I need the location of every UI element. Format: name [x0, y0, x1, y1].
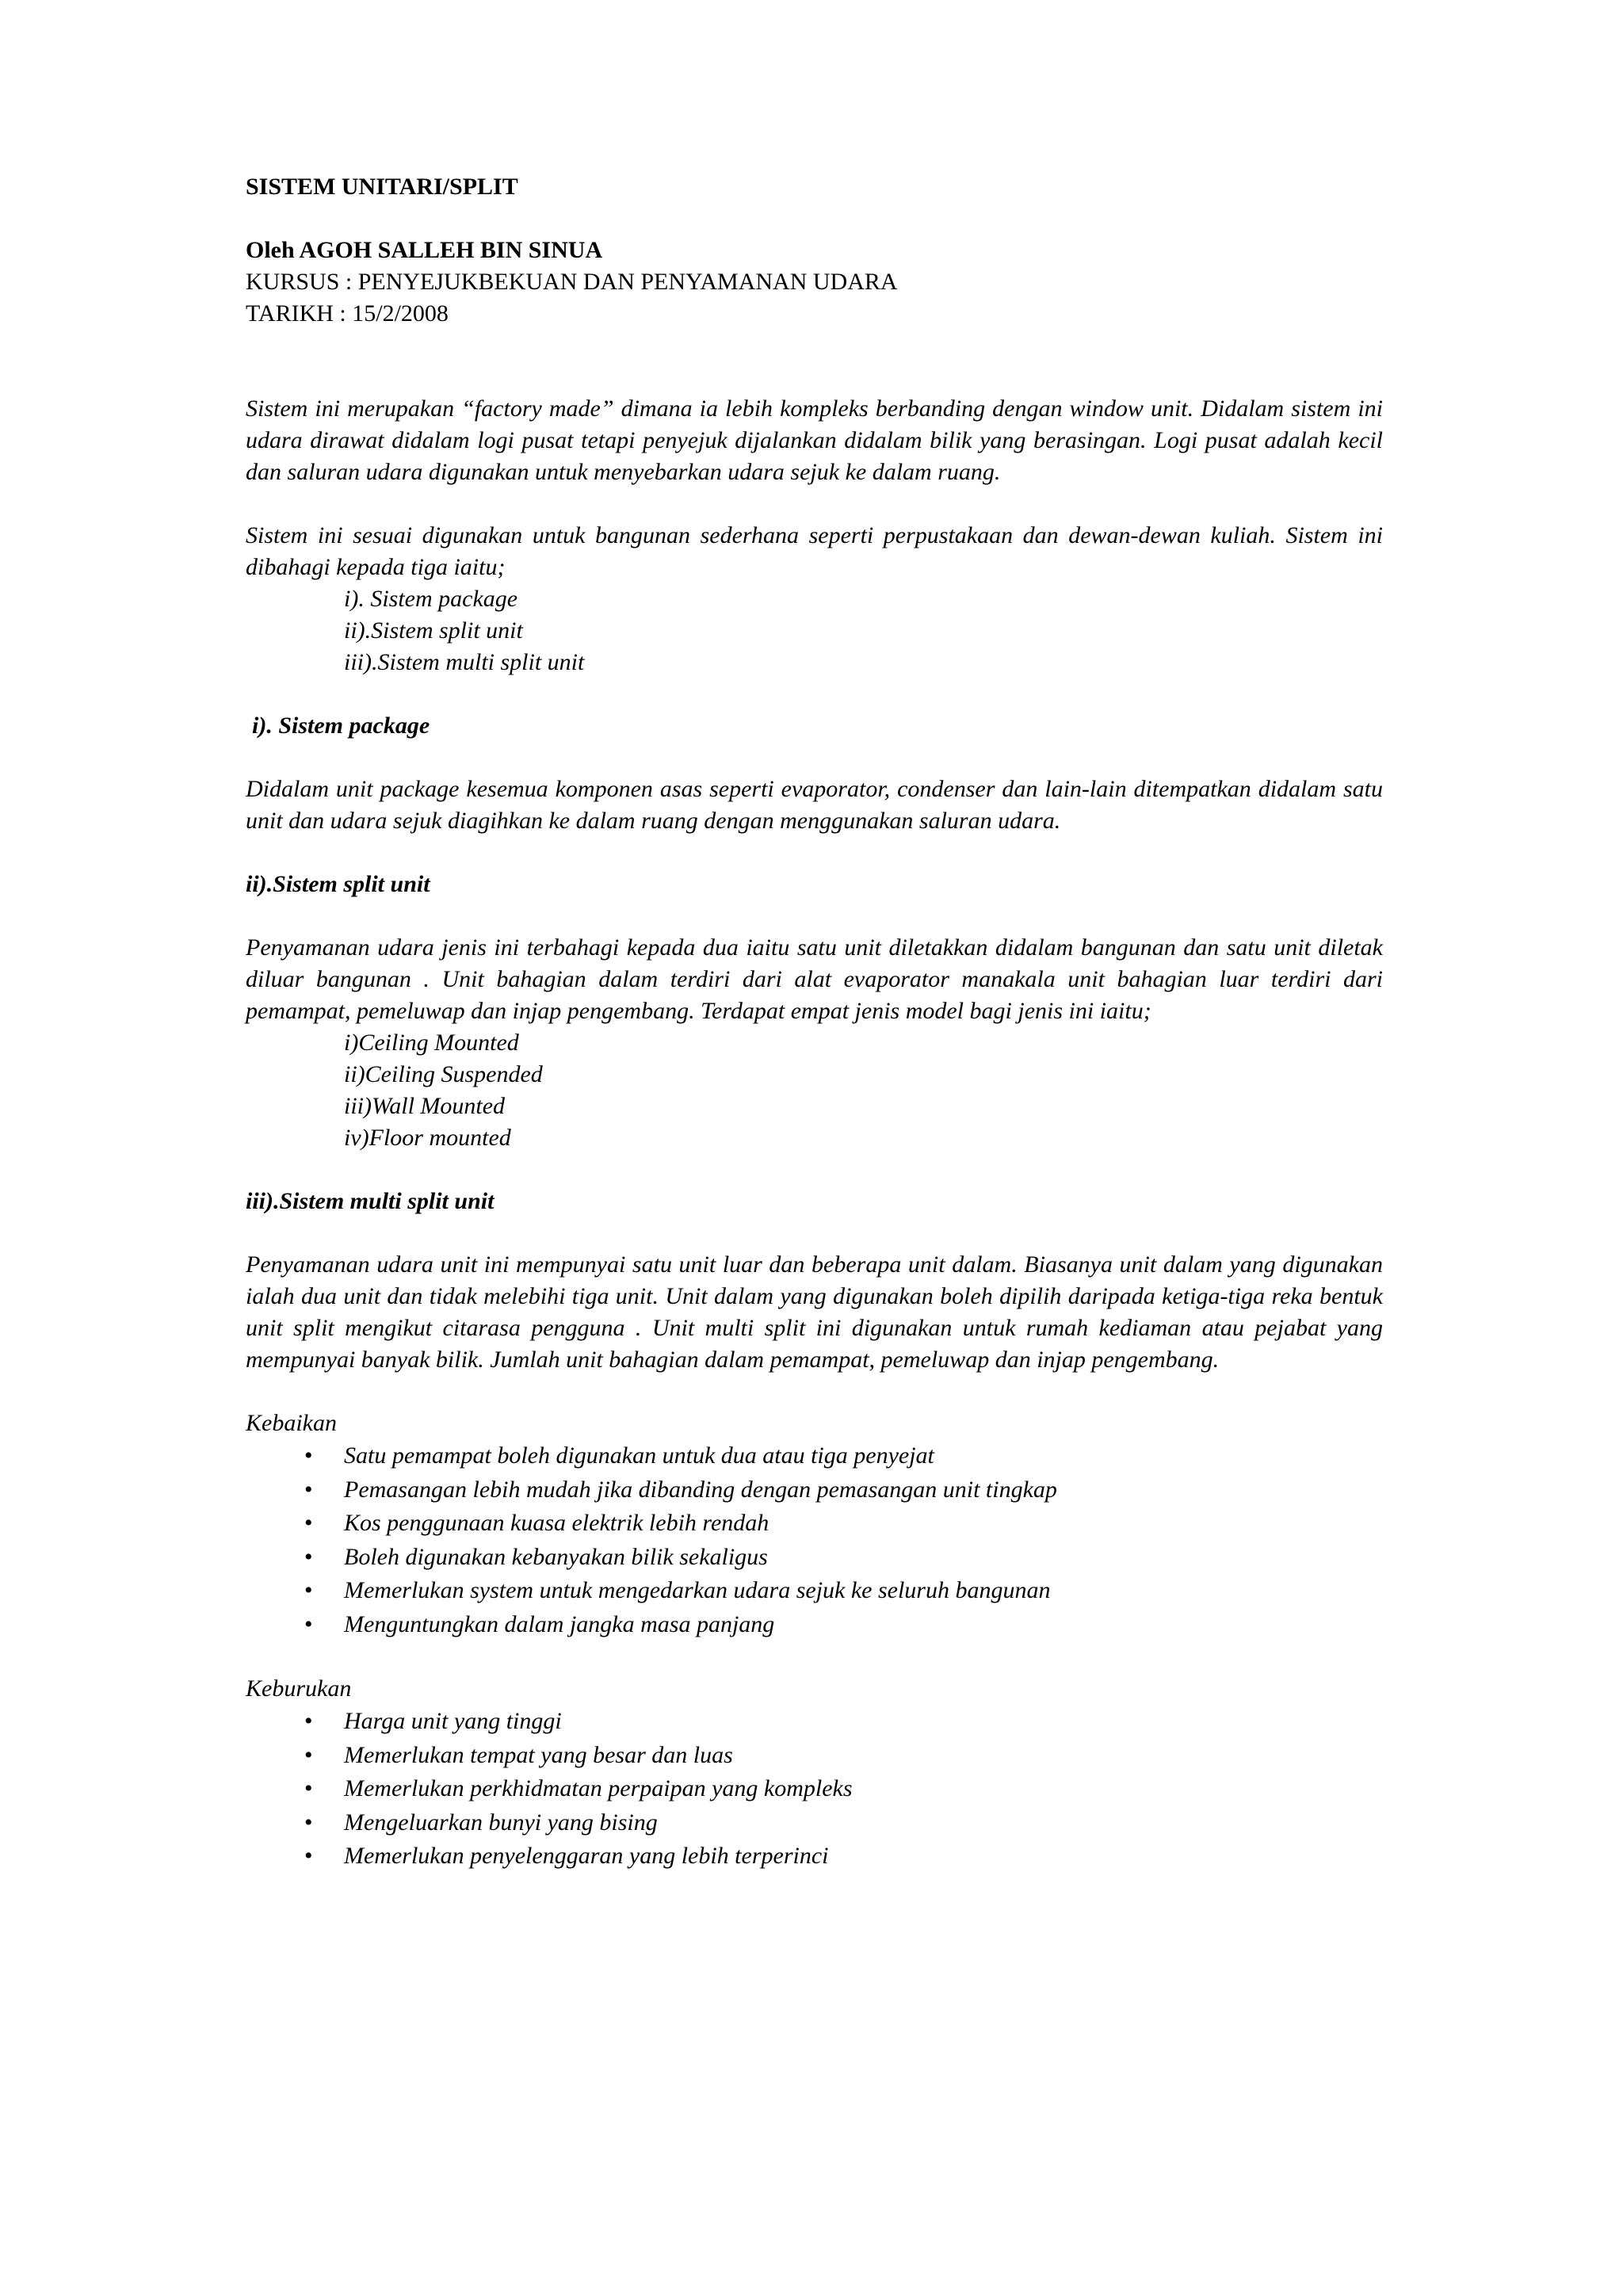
- list-item: • Kos penggunaan kuasa elektrik lebih rendah: [293, 1507, 1383, 1541]
- list-item: ii).Sistem split unit: [344, 617, 523, 644]
- disadvantages-list: [293, 1705, 1383, 1874]
- list-item: • Memerlukan perkhidmatan perpaipan yang kompleks: [293, 1772, 1383, 1806]
- section-heading-multi: iii).Sistem multi split unit: [246, 1188, 495, 1214]
- bullet-icon: •: [304, 1610, 313, 1637]
- document-content: [246, 171, 1383, 1874]
- list-item: • Memerlukan tempat yang besar dan luas: [293, 1739, 1383, 1773]
- bullet-icon: •: [304, 1577, 313, 1603]
- advantages-list: [293, 1439, 1383, 1641]
- list-item: • Satu pemampat boleh digunakan untuk dua atau tiga penyejat: [293, 1439, 1383, 1473]
- list-item: • Menguntungkan dalam jangka masa panjang: [293, 1608, 1383, 1642]
- date-line: TARIKH : 15/2/2008: [246, 300, 449, 327]
- list-item: • Boleh digunakan kebanyakan bilik sekaligus: [293, 1541, 1383, 1575]
- system-types-list: [344, 583, 1383, 678]
- section-heading-package: i). Sistem package: [252, 712, 430, 739]
- list-item: i)Ceiling Mounted: [344, 1030, 519, 1056]
- list-item: • Memerlukan penyelenggaran yang lebih terperinci: [293, 1839, 1383, 1874]
- document-title: SISTEM UNITARI/SPLIT: [246, 174, 518, 200]
- bullet-icon: •: [304, 1741, 313, 1768]
- split-paragraph: Penyamanan udara jenis ini terbahagi kepada dua iaitu satu unit diletakkan didalam bangunan dan satu unit diletak diluar bangunan . Unit bahagian dalam terdiri dari alat evaporator manakala unit bahagian luar terdiri dari pemampat, pemeluwap dan injap pengembang. Terdapat empat jenis model bagi jenis ini iaitu;: [246, 934, 1383, 1024]
- split-models-list: [344, 1027, 1383, 1154]
- list-item: iv)Floor mounted: [344, 1125, 511, 1151]
- intro-paragraph-2: Sistem ini sesuai digunakan untuk bangunan sederhana seperti perpustakaan dan dewan-dewan kuliah. Sistem ini dibahagi kepada tiga iaitu;: [246, 522, 1383, 580]
- list-item: • Memerlukan system untuk mengedarkan udara sejuk ke seluruh bangunan: [293, 1574, 1383, 1608]
- course-line: KURSUS : PENYEJUKBEKUAN DAN PENYAMANAN UDARA: [246, 269, 898, 295]
- advantages-label: Kebaikan: [246, 1410, 337, 1436]
- list-item: • Pemasangan lebih mudah jika dibanding dengan pemasangan unit tingkap: [293, 1473, 1383, 1507]
- bullet-icon: •: [304, 1809, 313, 1836]
- package-paragraph: Didalam unit package kesemua komponen asas seperti evaporator, condenser dan lain-lain ditempatkan didalam satu unit dan udara sejuk diagihkan ke dalam ruang dengan menggunakan saluran udara.: [246, 776, 1383, 834]
- bullet-icon: •: [304, 1442, 313, 1469]
- bullet-icon: •: [304, 1543, 313, 1570]
- bullet-icon: •: [304, 1476, 313, 1503]
- list-item: i). Sistem package: [344, 586, 518, 612]
- intro-paragraph-1: Sistem ini merupakan “factory made” dimana ia lebih kompleks berbanding dengan window unit. Didalam sistem ini udara dirawat didalam logi pusat tetapi penyejuk dijalankan didalam bilik yang berasingan. Logi pusat adalah kecil dan saluran udara digunakan untuk menyebarkan udara sejuk ke dalam ruang.: [246, 395, 1383, 485]
- bullet-icon: •: [304, 1843, 313, 1869]
- disadvantages-label: Keburukan: [246, 1675, 352, 1702]
- list-item: ii)Ceiling Suspended: [344, 1061, 543, 1087]
- list-item: iii).Sistem multi split unit: [344, 649, 585, 675]
- bullet-icon: •: [304, 1775, 313, 1801]
- list-item: • Harga unit yang tinggi: [293, 1705, 1383, 1739]
- bullet-icon: •: [304, 1708, 313, 1734]
- multi-paragraph: Penyamanan udara unit ini mempunyai satu unit luar dan beberapa unit dalam. Biasanya unit dalam yang digunakan ialah dua unit dan tidak melebihi tiga unit. Unit dalam yang digunakan boleh dipilih daripada ketiga-tiga reka bentuk unit split mengikut citarasa pengguna . Unit multi split ini digunakan untuk rumah kediaman atau pejabat yang mempunyai banyak bilik. Jumlah unit bahagian dalam pemampat, pemeluwap dan injap pengembang.: [246, 1251, 1383, 1373]
- author-line: Oleh AGOH SALLEH BIN SINUA: [246, 237, 603, 263]
- section-heading-split: ii).Sistem split unit: [246, 871, 430, 897]
- list-item: • Mengeluarkan bunyi yang bising: [293, 1806, 1383, 1840]
- bullet-icon: •: [304, 1510, 313, 1536]
- list-item: iii)Wall Mounted: [344, 1093, 506, 1119]
